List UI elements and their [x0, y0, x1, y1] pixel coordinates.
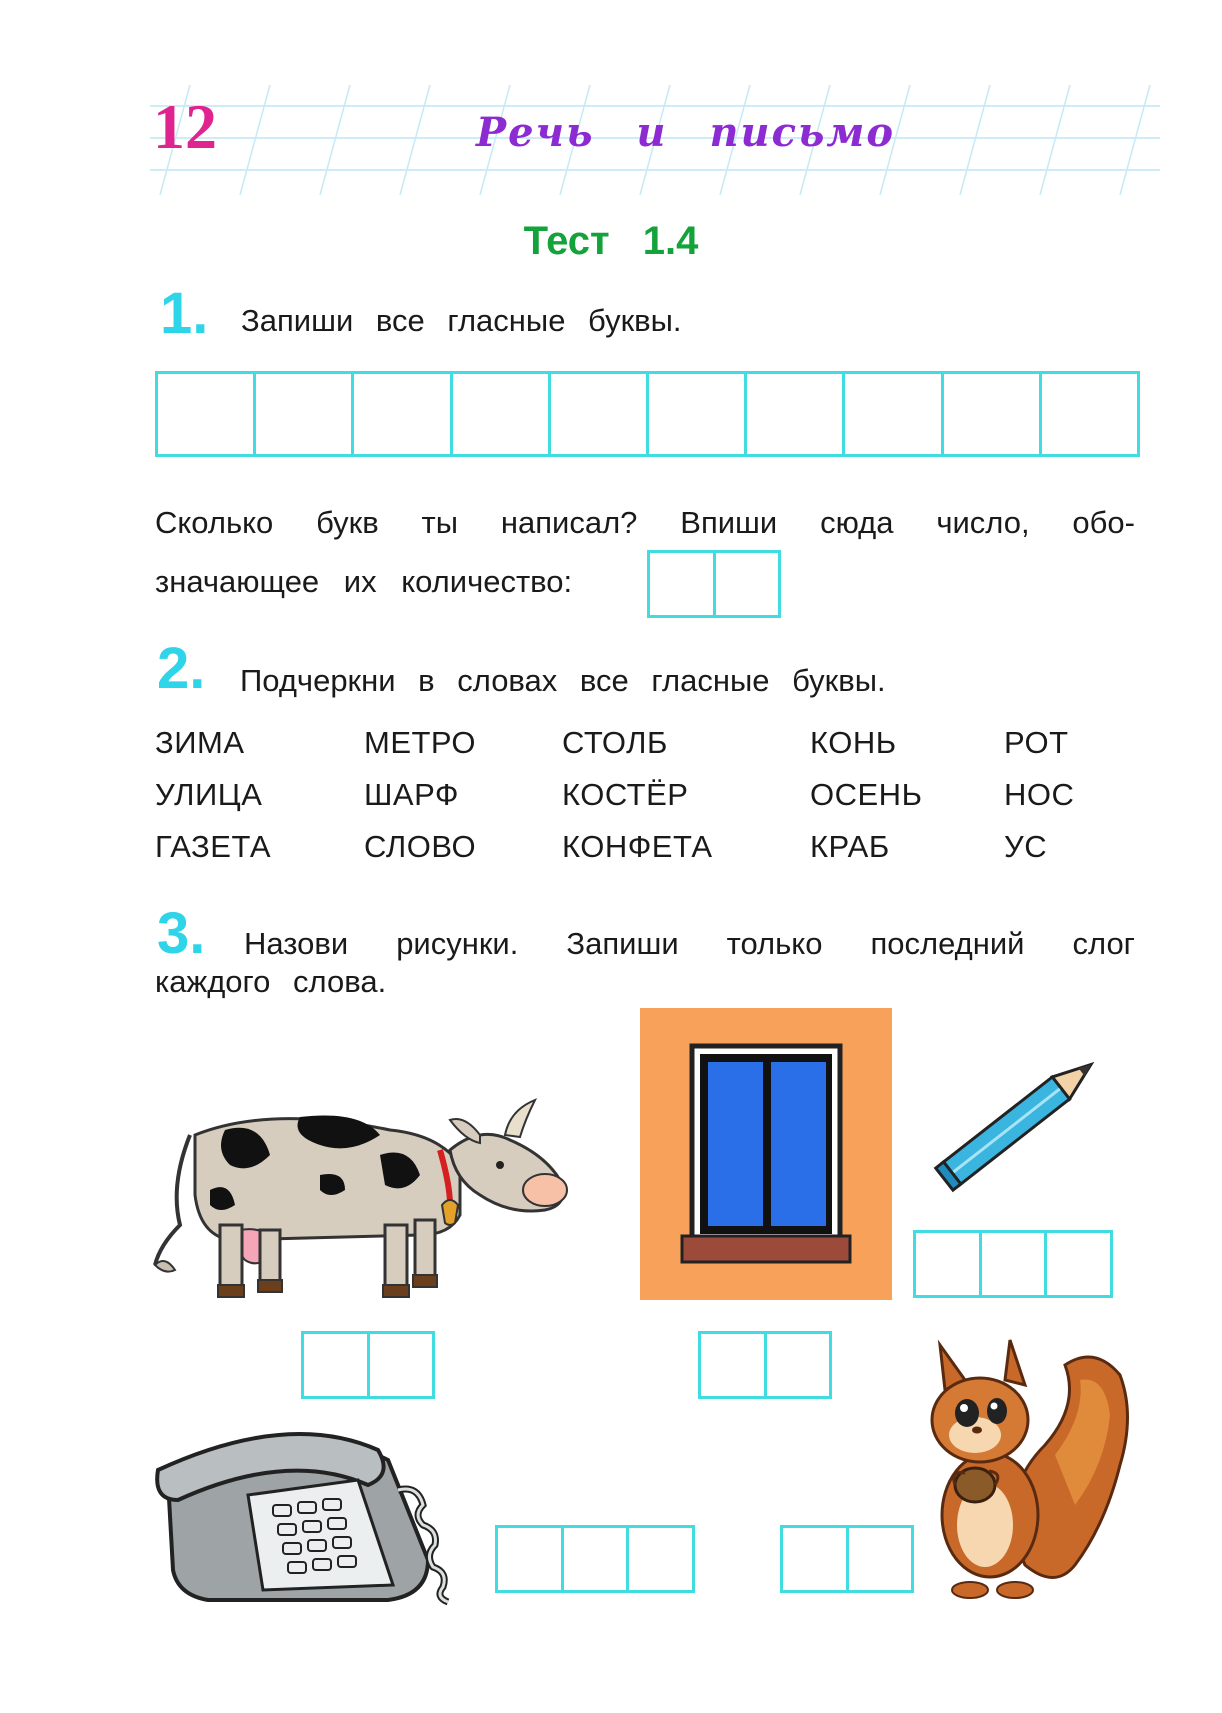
word-item: ОСЕНЬ	[810, 777, 923, 812]
task-1-text: Запиши все гласные буквы.	[241, 303, 682, 338]
answer-cell[interactable]	[1047, 1233, 1110, 1295]
task-2-number: 2.	[157, 636, 206, 701]
answer-cell[interactable]	[551, 374, 649, 454]
telephone-answer-boxes[interactable]	[495, 1525, 695, 1593]
answer-cell[interactable]	[767, 1334, 830, 1396]
answer-cell[interactable]	[701, 1334, 767, 1396]
answer-cell[interactable]	[629, 1528, 692, 1590]
task-3-number: 3.	[157, 901, 206, 966]
answer-cell[interactable]	[650, 553, 716, 615]
answer-cell[interactable]	[370, 1334, 433, 1396]
word-item: МЕТРО	[364, 725, 477, 760]
word-item: КОСТЁР	[562, 777, 689, 812]
task-2-text: Подчеркни в словах все гласные буквы.	[240, 663, 886, 698]
answer-cell[interactable]	[747, 374, 845, 454]
word-item: КОНФЕТА	[562, 829, 713, 864]
answer-cell[interactable]	[849, 1528, 912, 1590]
task-1-answer-boxes[interactable]	[155, 371, 1140, 457]
answer-cell[interactable]	[158, 374, 256, 454]
word-item: ШАРФ	[364, 777, 459, 812]
window-answer-boxes[interactable]	[698, 1331, 832, 1399]
answer-cell[interactable]	[982, 1233, 1048, 1295]
task-3-text-line-1: Назови рисунки. Запиши только последний слог	[244, 926, 1135, 961]
word-item: КРАБ	[810, 829, 890, 864]
task-3-text-line-2: каждого слова.	[155, 964, 387, 999]
answer-cell[interactable]	[453, 374, 551, 454]
word-item: КОНЬ	[810, 725, 897, 760]
word-item: РОТ	[1004, 725, 1069, 760]
answer-cell[interactable]	[716, 553, 779, 615]
answer-cell[interactable]	[649, 374, 747, 454]
word-item: УЛИЦА	[155, 777, 263, 812]
word-item: ГАЗЕТА	[155, 829, 272, 864]
squirrel-answer-boxes[interactable]	[780, 1525, 914, 1593]
answer-cell[interactable]	[845, 374, 943, 454]
telephone-picture	[148, 1420, 478, 1615]
answer-cell[interactable]	[1042, 374, 1137, 454]
word-item: СЛОВО	[364, 829, 477, 864]
squirrel-picture	[905, 1335, 1135, 1605]
answer-cell[interactable]	[783, 1528, 849, 1590]
pencil-answer-boxes[interactable]	[913, 1230, 1113, 1298]
answer-cell[interactable]	[498, 1528, 564, 1590]
cow-answer-boxes[interactable]	[301, 1331, 435, 1399]
task-1-count-boxes[interactable]	[647, 550, 781, 618]
window-picture	[640, 1008, 892, 1300]
answer-cell[interactable]	[354, 374, 452, 454]
task-1-number: 1.	[160, 281, 209, 346]
word-item: УС	[1004, 829, 1048, 864]
page-number: 12	[153, 91, 217, 162]
answer-cell[interactable]	[304, 1334, 370, 1396]
cow-picture	[150, 1095, 575, 1305]
task-1-question-line-2: значающее их количество:	[155, 564, 573, 599]
answer-cell[interactable]	[944, 374, 1042, 454]
answer-cell[interactable]	[256, 374, 354, 454]
answer-cell[interactable]	[916, 1233, 982, 1295]
word-item: ЗИМА	[155, 725, 245, 760]
word-item: СТОЛБ	[562, 725, 668, 760]
answer-cell[interactable]	[564, 1528, 630, 1590]
pencil-picture	[920, 1030, 1120, 1205]
word-item: НОС	[1004, 777, 1075, 812]
test-title: Тест 1.4	[523, 219, 699, 263]
task-1-question-line-1: Сколько букв ты написал? Впиши сюда число, обо-	[155, 505, 1135, 540]
section-title: Речь и письмо	[476, 109, 896, 156]
